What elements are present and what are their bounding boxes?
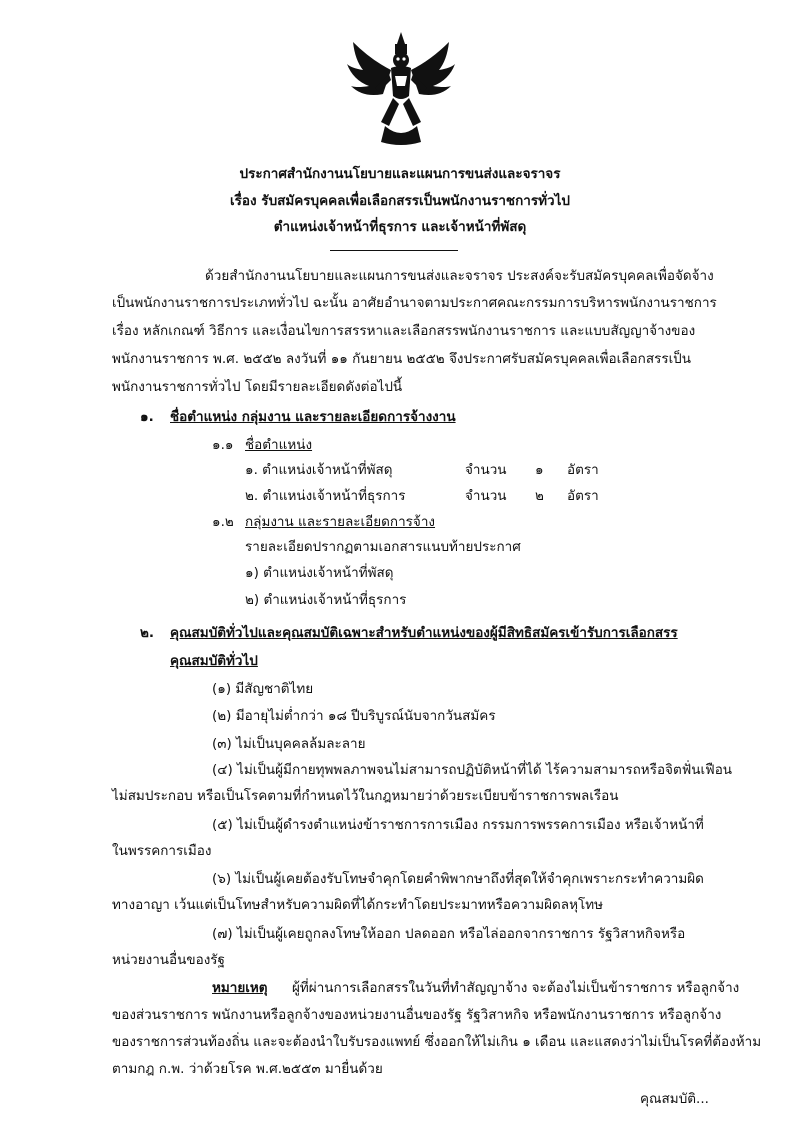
qualification-4-line-2: ไม่สมประกอบ หรือเป็นโรคตามที่กำหนดไว้ในกฎหมายว่าด้วยระเบียบข้าราชการพลเรือน xyxy=(112,788,619,804)
note-line-3: ของราชการส่วนท้องถิ่น และจะต้องนำใบรับรองแพทย์ ซึ่งออกให้ไม่เกิน ๑ เดือน และแสดงว่าไม่เป็นโรคที่ต้องห้าม xyxy=(112,1034,762,1050)
qualification-2: (๒) มีอายุไม่ต่ำกว่า ๑๘ ปีบริบูรณ์นับจากวันสมัคร xyxy=(212,708,496,724)
section-1-1-heading: ชื่อตำแหน่ง xyxy=(245,437,313,453)
qualification-3: (๓) ไม่เป็นบุคคลล้มละลาย xyxy=(212,736,366,752)
qualification-6-line-1: (๖) ไม่เป็นผู้เคยต้องรับโทษจำคุกโดยคำพิพากษาถึงที่สุดให้จำคุกเพราะกระทำความผิด xyxy=(212,871,704,887)
note-line-1: ผู้ที่ผ่านการเลือกสรรในวันที่ทำสัญญาจ้าง จะต้องไม่เป็นข้าราชการ หรือลูกจ้าง xyxy=(292,980,740,996)
note-line-4: ตามกฎ ก.พ. ว่าด้วยโรค พ.ศ.๒๕๕๓ มายื่นด้วย xyxy=(112,1061,383,1077)
section-1-number: ๑. xyxy=(140,409,154,425)
section-1-2-number: ๑.๒ xyxy=(212,514,234,530)
section-2-heading: คุณสมบัติทั่วไปและคุณสมบัติเฉพาะสำหรับตำแหน่งของผู้มีสิทธิสมัครเข้ารับการเลือกสรร xyxy=(170,625,678,641)
note-line-2: ของส่วนราชการ พนักงานหรือลูกจ้างของหน่วยงานอื่นของรัฐ รัฐวิสาหกิจ หรือพนักงานราชการ หรือลูกจ้าง xyxy=(112,1007,722,1023)
title-divider xyxy=(330,250,458,251)
position-2-label: ๒. ตำแหน่งเจ้าหน้าที่ธุรการ xyxy=(245,488,406,504)
position-1-qty: ๑ xyxy=(535,462,544,478)
qualification-1: (๑) มีสัญชาติไทย xyxy=(212,681,314,697)
intro-line-1: ด้วยสำนักงานนโยบายและแผนการขนส่งและจราจร ประสงค์จะรับสมัครบุคคลเพื่อจัดจ้าง xyxy=(205,268,714,284)
section-2-number: ๒. xyxy=(140,625,155,641)
position-2-unit: อัตรา xyxy=(567,488,599,504)
qualification-7-line-1: (๗) ไม่เป็นผู้เคยถูกลงโทษให้ออก ปลดออก หรือไล่ออกจากราชการ รัฐวิสาหกิจหรือ xyxy=(212,926,686,942)
detail-item-1: ๑) ตำแหน่งเจ้าหน้าที่พัสดุ xyxy=(245,565,394,581)
garuda-emblem xyxy=(345,30,457,148)
intro-line-3: เรื่อง หลักเกณฑ์ วิธีการ และเงื่อนไขการสรรหาและเลือกสรรพนักงานราชการ และแบบสัญญาจ้างของ xyxy=(112,323,696,339)
position-2-qty: ๒ xyxy=(535,488,544,504)
title-line-3: ตำแหน่งเจ้าหน้าที่ธุรการ และเจ้าหน้าที่พัสดุ xyxy=(273,219,527,235)
section-2-subheading: คุณสมบัติทั่วไป xyxy=(170,653,258,669)
section-1-2-heading: กลุ่มงาน และรายละเอียดการจ้าง xyxy=(245,514,436,530)
position-1-label: ๑. ตำแหน่งเจ้าหน้าที่พัสดุ xyxy=(245,462,393,478)
detail-note: รายละเอียดปรากฏตามเอกสารแนบท้ายประกาศ xyxy=(245,539,521,555)
qualification-6-line-2: ทางอาญา เว้นแต่เป็นโทษสำหรับความผิดที่ได้กระทำโดยประมาทหรือความผิดลหุโทษ xyxy=(112,897,604,913)
intro-line-5: พนักงานราชการทั่วไป โดยมีรายละเอียดดังต่อไปนี้ xyxy=(112,379,403,395)
position-1-qty-label: จำนวน xyxy=(465,462,507,478)
qualification-5-line-2: ในพรรคการเมือง xyxy=(112,843,212,859)
qualification-7-line-2: หน่วยงานอื่นของรัฐ xyxy=(112,952,225,968)
qualification-4-line-1: (๔) ไม่เป็นผู้มีกายทุพพลภาพจนไม่สามารถปฏิบัติหน้าที่ได้ ไร้ความสามารถหรือจิตฟั่นเฟือน xyxy=(212,762,733,778)
section-1-1-number: ๑.๑ xyxy=(212,437,234,453)
title-line-1: ประกาศสำนักงานนโยบายและแผนการขนส่งและจราจร xyxy=(239,166,561,182)
section-1-heading: ชื่อตำแหน่ง กลุ่มงาน และรายละเอียดการจ้างงาน xyxy=(170,409,456,425)
position-1-unit: อัตรา xyxy=(567,462,599,478)
detail-item-2: ๒) ตำแหน่งเจ้าหน้าที่ธุรการ xyxy=(245,592,407,608)
qualification-5-line-1: (๕) ไม่เป็นผู้ดำรงตำแหน่งข้าราชการการเมือง กรรมการพรรคการเมือง หรือเจ้าหน้าที่ xyxy=(212,817,704,833)
position-2-qty-label: จำนวน xyxy=(465,488,507,504)
intro-line-4: พนักงานราชการ พ.ศ. ๒๕๕๒ ลงวันที่ ๑๑ กันยายน ๒๕๕๒ จึงประกาศรับสมัครบุคคลเพื่อเลือกสรรเป็น xyxy=(112,351,691,367)
note-label: หมายเหตุ xyxy=(212,980,268,996)
title-line-2: เรื่อง รับสมัครบุคคลเพื่อเลือกสรรเป็นพนักงานราชการทั่วไป xyxy=(230,193,570,209)
continued-marker: คุณสมบัติ... xyxy=(640,1091,709,1107)
intro-line-2: เป็นพนักงานราชการประเภททั่วไป ฉะนั้น อาศัยอำนาจตามประกาศคณะกรรมการบริหารพนักงานราชการ xyxy=(112,295,717,311)
